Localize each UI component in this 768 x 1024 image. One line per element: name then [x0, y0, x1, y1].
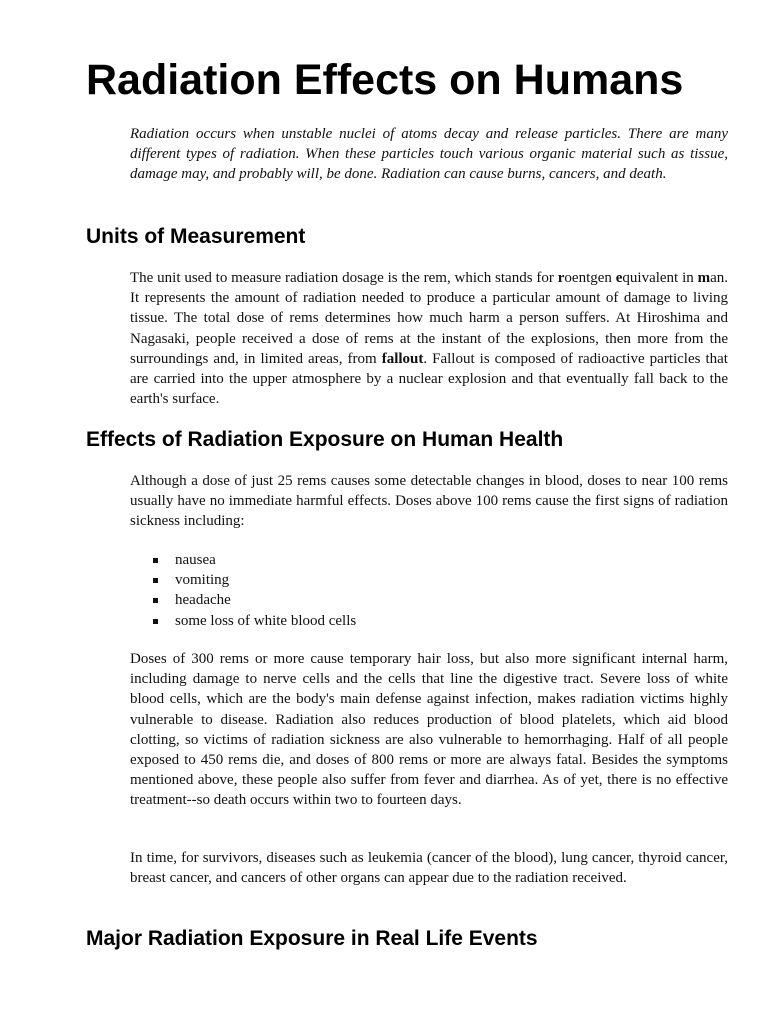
section-heading-major-events: Major Radiation Exposure in Real Life Events — [86, 927, 538, 950]
effects-paragraph-1: Although a dose of just 25 rems causes some detectable changes in blood, doses to near 100 rems usually have no immediate harmful effects. Doses above 100 rems cause the first signs of radiation sickness including: — [130, 473, 728, 530]
effects-paragraph-3: In time, for survivors, diseases such as leukemia (cancer of the blood), lung cancer, thyroid cancer, breast cancer, and cancers of other organs can appear due to the radiation received. — [130, 850, 728, 887]
units-bold-e: e — [615, 270, 623, 286]
units-bold-fallout: fallout — [381, 350, 424, 367]
list-item — [130, 570, 356, 590]
list-item-text: vomiting — [175, 572, 230, 589]
list-item — [130, 611, 356, 631]
units-text: an. It represents the amount of radiation needed to produce a particular amount of damage to living tissue. The total dose of rems determines how much harm a person suffers. At Hiroshima and Nagasaki, people received a dose of rems at the instant of the explosions, then more from the surroundings and, in limited areas, from — [130, 270, 728, 367]
list-item-text: headache — [175, 592, 231, 609]
list-item-text: nausea — [175, 552, 216, 568]
list-item — [130, 550, 356, 570]
section-heading-units: Units of Measurement — [86, 225, 306, 248]
page-title: Radiation Effects on Humans — [86, 56, 684, 104]
intro-paragraph: Radiation occurs when unstable nuclei of atoms decay and release particles. There are many different types of radiation. When these particles touch various organic material such as tissue, damage may, and probably will, be done. Radiation can cause burns, cancers, and death. — [130, 126, 728, 183]
bullet-square-icon — [153, 619, 158, 624]
list-item — [130, 590, 356, 610]
symptom-list — [130, 550, 356, 631]
list-item-text: some loss of white blood cells — [175, 612, 357, 629]
units-text: The unit used to measure radiation dosage is the rem, which stands for — [130, 270, 558, 286]
units-bold-m: m — [697, 270, 711, 286]
effects-paragraph-2: Doses of 300 rems or more cause temporary hair loss, but also more significant internal harm, including damage to nerve cells and the cells that line the digestive tract. Severe loss of white blood cells, which are the body's main defense against infection, makes radiation victims highly vulnerable to disease. Radiation also reduces production of blood platelets, which aid blood clotting, so victims of radiation sickness are also vulnerable to hemorrhaging. Half of all people exposed to 450 rems die, and doses of 800 rems or more are always fatal. Besides the symptoms mentioned above, these people also suffer from fever and diarrhea. As of yet, there is no effective treatment--so death occurs within two to fourteen days. — [130, 651, 728, 809]
bullet-square-icon — [153, 558, 158, 563]
units-text: . Fallout is composed of radioactive particles that are carried into the upper atmosphere by a nuclear explosion and that eventually fall back to the earth's surface. — [130, 350, 728, 408]
units-text: oentgen — [564, 270, 616, 286]
units-text: quivalent in — [622, 270, 698, 286]
bullet-square-icon — [153, 578, 158, 583]
units-paragraph — [130, 268, 728, 409]
section-heading-effects: Effects of Radiation Exposure on Human Health — [86, 428, 564, 451]
units-bold-r: r — [557, 270, 565, 286]
bullet-square-icon — [153, 598, 158, 603]
